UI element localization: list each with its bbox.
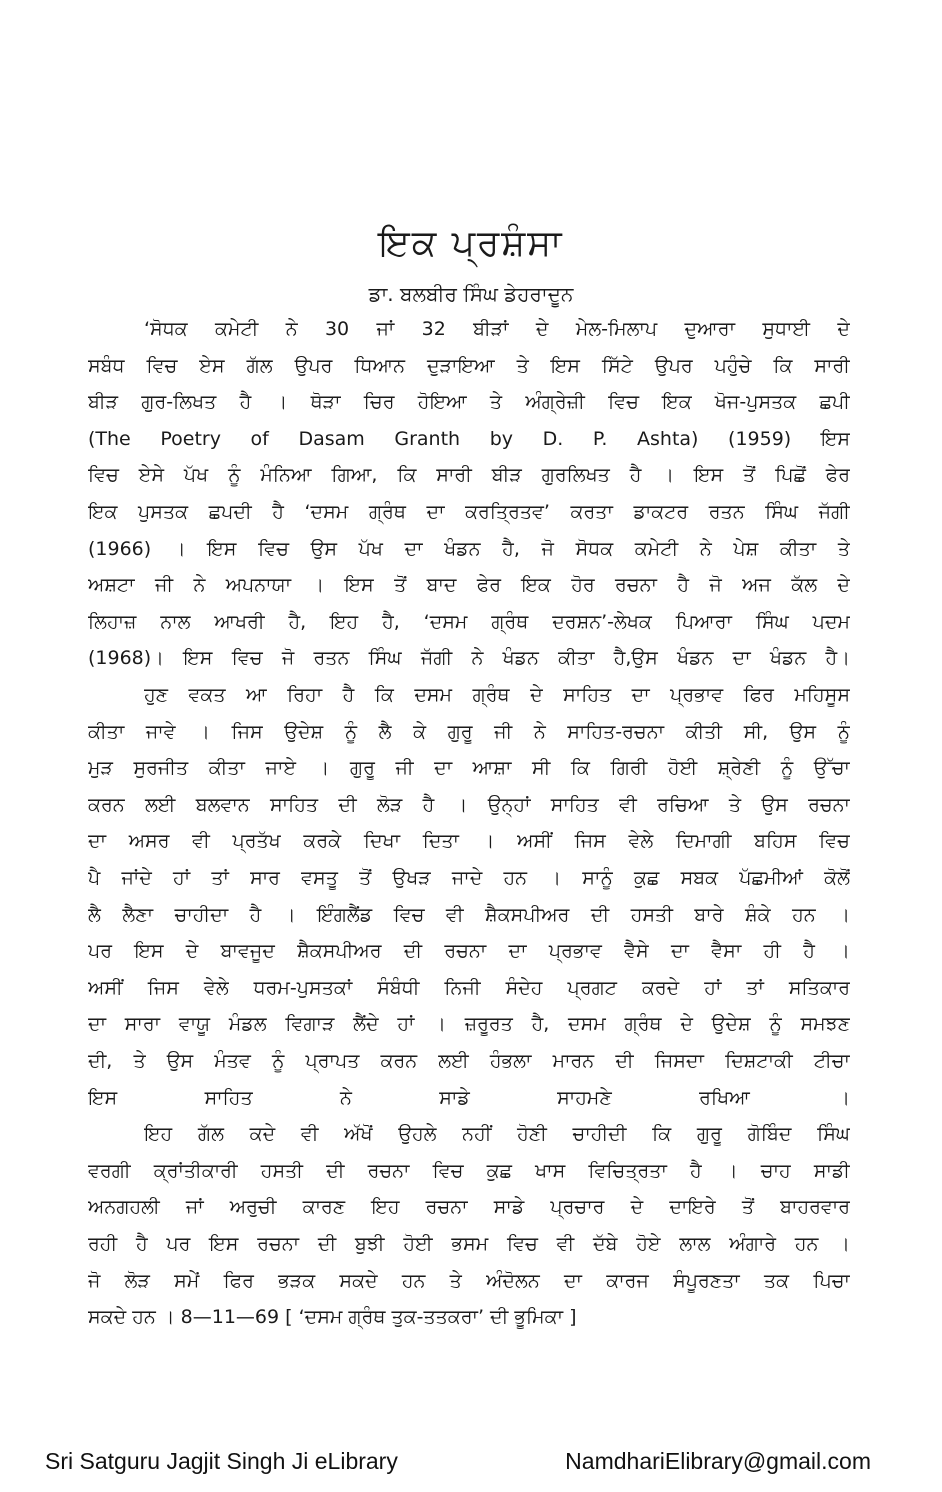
text-line: ‘ਸੋਧਕ ਕਮੇਟੀ ਨੇ 30 ਜਾਂ 32 ਬੀੜਾਂ ਦੇ ਮੇਲ-ਮਿਲਾਪ ਦੁਆਰਾ ਸੁਧਾਈ ਦੇ (144, 318, 850, 340)
text-line: ਅਸ਼ਟਾ ਜੀ ਨੇ ਅਪਨਾਯਾ । ਇਸ ਤੋਂ ਬਾਦ ਫੇਰ ਇਕ ਹੋਰ ਰਚਨਾ ਹੈ ਜੋ ਅਜ ਕੱਲ ਦੇ (88, 574, 850, 596)
text-line: ਇਕ ਪੁਸਤਕ ਛਪਦੀ ਹੈ ‘ਦਸਮ ਗ੍ਰੰਥ ਦਾ ਕਰਤ੍ਰਿਤਵ’ ਕਰਤਾ ਡਾਕਟਰ ਰਤਨ ਸਿੰਘ ਜੱਗੀ (88, 501, 850, 523)
text-line: ਸਬੰਧ ਵਿਚ ਏਸ ਗੱਲ ਉਪਰ ਧਿਆਨ ਦੁੜਾਇਆ ਤੇ ਇਸ ਸਿੱਟੇ ਉਪਰ ਪਹੁੰਚੇ ਕਿ ਸਾਰੀ (88, 355, 850, 377)
text-line: ਕਰਨ ਲਈ ਬਲਵਾਨ ਸਾਹਿਤ ਦੀ ਲੋੜ ਹੈ । ਉਨ੍ਹਾਂ ਸਾਹਿਤ ਵੀ ਰਚਿਆ ਤੇ ਉਸ ਰਚਨਾ (88, 794, 850, 816)
text-line: ਮੁੜ ਸੁਰਜੀਤ ਕੀਤਾ ਜਾਏ । ਗੁਰੂ ਜੀ ਦਾ ਆਸ਼ਾ ਸੀ ਕਿ ਗਿਰੀ ਹੋਈ ਸ਼੍ਰੇਣੀ ਨੂੰ ਉੱਚਾ (88, 757, 850, 779)
text-line: ਪਰ ਇਸ ਦੇ ਬਾਵਜੂਦ ਸ਼ੈਕਸਪੀਅਰ ਦੀ ਰਚਨਾ ਦਾ ਪ੍ਰਭਾਵ ਵੈਸੇ ਦਾ ਵੈਸਾ ਹੀ ਹੈ । (88, 940, 850, 962)
text-line: ਇਸ ਸਾਹਿਤ ਨੇ ਸਾਡੇ ਸਾਹਮਣੇ ਰਖਿਆ । (88, 1087, 850, 1109)
text-line: (1968)। ਇਸ ਵਿਚ ਜੋ ਰਤਨ ਸਿੰਘ ਜੱਗੀ ਨੇ ਖੰਡਨ ਕੀਤਾ ਹੈ,ਉਸ ਖੰਡਨ ਦਾ ਖੰਡਨ ਹੈ। (88, 647, 850, 669)
text-line: (1966) । ਇਸ ਵਿਚ ਉਸ ਪੱਖ ਦਾ ਖੰਡਨ ਹੈ, ਜੋ ਸੋਧਕ ਕਮੇਟੀ ਨੇ ਪੇਸ਼ ਕੀਤਾ ਤੇ (88, 538, 850, 560)
footer-library-name: Sri Satguru Jagjit Singh Ji eLibrary (45, 1448, 398, 1474)
text-line: ਬੀੜ ਗੁਰ-ਲਿਖਤ ਹੈ । ਥੋੜਾ ਚਿਰ ਹੋਇਆ ਤੇ ਅੰਗ੍ਰੇਜ਼ੀ ਵਿਚ ਇਕ ਖੋਜ-ਪੁਸਤਕ ਛਪੀ (88, 391, 850, 413)
text-line: ਵਿਚ ਏਸੇ ਪੱਖ ਨੂੰ ਮੰਨਿਆ ਗਿਆ, ਕਿ ਸਾਰੀ ਬੀੜ ਗੁਰਲਿਖਤ ਹੈ । ਇਸ ਤੋਂ ਪਿਛੋਂ ਫੇਰ (88, 464, 850, 486)
text-line: ਇਹ ਗੱਲ ਕਦੇ ਵੀ ਅੱਖੋਂ ਉਹਲੇ ਨਹੀਂ ਹੋਣੀ ਚਾਹੀਦੀ ਕਿ ਗੁਰੂ ਗੋਬਿੰਦ ਸਿੰਘ (144, 1123, 850, 1145)
text-line: ਅਨਗਹਲੀ ਜਾਂ ਅਰੁਚੀ ਕਾਰਣ ਇਹ ਰਚਨਾ ਸਾਡੇ ਪ੍ਰਚਾਰ ਦੇ ਦਾਇਰੇ ਤੋਂ ਬਾਹਰਵਾਰ (88, 1196, 850, 1218)
text-line: ਲਿਹਾਜ਼ ਨਾਲ ਆਖਰੀ ਹੈ, ਇਹ ਹੈ, ‘ਦਸਮ ਗ੍ਰੰਥ ਦਰਸ਼ਨ’-ਲੇਖਕ ਪਿਆਰਾ ਸਿੰਘ ਪਦਮ (88, 611, 850, 633)
text-line: ਸਕਦੇ ਹਨ । 8—11—69 [ ‘ਦਸਮ ਗ੍ਰੰਥ ਤੁਕ-ਤਤਕਰਾ’ ਦੀ ਭੂਮਿਕਾ ] (88, 1306, 577, 1328)
text-line: ਜੋ ਲੋੜ ਸਮੇਂ ਫਿਰ ਭੜਕ ਸਕਦੇ ਹਨ ਤੇ ਅੰਦੋਲਨ ਦਾ ਕਾਰਜ ਸੰਪੂਰਣਤਾ ਤਕ ਪਿਚਾ (88, 1270, 850, 1292)
text-line: ਕੀਤਾ ਜਾਵੇ । ਜਿਸ ਉਦੇਸ਼ ਨੂੰ ਲੈ ਕੇ ਗੁਰੂ ਜੀ ਨੇ ਸਾਹਿਤ-ਰਚਨਾ ਕੀਤੀ ਸੀ, ਉਸ ਨੂੰ (88, 721, 850, 743)
text-line: ਦਾ ਸਾਰਾ ਵਾਯੂ ਮੰਡਲ ਵਿਗਾੜ ਲੈਂਦੇ ਹਾਂ । ਜ਼ਰੂਰਤ ਹੈ, ਦਸਮ ਗ੍ਰੰਥ ਦੇ ਉਦੇਸ਼ ਨੂੰ ਸਮਝਣ (88, 1013, 850, 1035)
footer-email: NamdhariElibrary@gmail.com (565, 1448, 871, 1474)
text-line: ਲੈ ਲੈਣਾ ਚਾਹੀਦਾ ਹੈ । ਇੰਗਲੈਂਡ ਵਿਚ ਵੀ ਸ਼ੈਕਸਪੀਅਰ ਦੀ ਹਸਤੀ ਬਾਰੇ ਸ਼ੰਕੇ ਹਨ । (88, 904, 850, 926)
text-line: ਦੀ, ਤੇ ਉਸ ਮੰਤਵ ਨੂੰ ਪ੍ਰਾਪਤ ਕਰਨ ਲਈ ਹੰਭਲਾ ਮਾਰਨ ਦੀ ਜਿਸਦਾ ਦਿਸ਼ਟਾਕੀ ਟੀਚਾ (88, 1050, 850, 1072)
text-line: (The Poetry of Dasam Granth by D. P. Ashta) (1959) ਇਸ (88, 428, 850, 450)
text-line: ਹੁਣ ਵਕਤ ਆ ਰਿਹਾ ਹੈ ਕਿ ਦਸਮ ਗ੍ਰੰਥ ਦੇ ਸਾਹਿਤ ਦਾ ਪ੍ਰਭਾਵ ਫਿਰ ਮਹਿਸੂਸ (144, 684, 850, 706)
text-line: ਵਰਗੀ ਕ੍ਰਾਂਤੀਕਾਰੀ ਹਸਤੀ ਦੀ ਰਚਨਾ ਵਿਚ ਕੁਛ ਖਾਸ ਵਿਚਿਤ੍ਰਤਾ ਹੈ । ਚਾਹ ਸਾਡੀ (88, 1160, 850, 1182)
text-line: ਰਹੀ ਹੈ ਪਰ ਇਸ ਰਚਨਾ ਦੀ ਬੁਝੀ ਹੋਈ ਭਸਮ ਵਿਚ ਵੀ ਦੱਬੇ ਹੋਏ ਲਾਲ ਅੰਗਾਰੇ ਹਨ । (88, 1233, 850, 1255)
text-line: ਅਸੀਂ ਜਿਸ ਵੇਲੇ ਧਰਮ-ਪੁਸਤਕਾਂ ਸੰਬੰਧੀ ਨਿਜੀ ਸੰਦੇਹ ਪ੍ਰਗਟ ਕਰਦੇ ਹਾਂ ਤਾਂ ਸਤਿਕਾਰ (88, 977, 850, 999)
text-line: ਦਾ ਅਸਰ ਵੀ ਪ੍ਰਤੱਖ ਕਰਕੇ ਦਿਖਾ ਦਿਤਾ । ਅਸੀਂ ਜਿਸ ਵੇਲੇ ਦਿਮਾਗੀ ਬਹਿਸ ਵਿਚ (88, 830, 850, 852)
author-line: ਡਾ. ਬਲਬੀਰ ਸਿੰਘ ਡੇਹਰਾਦੂਨ (368, 282, 574, 306)
page-title: ਇਕ ਪ੍ਰਸ਼ੰਸਾ (378, 223, 564, 264)
text-line: ਪੈ ਜਾਂਦੇ ਹਾਂ ਤਾਂ ਸਾਰ ਵਸਤੂ ਤੋਂ ਉਖੜ ਜਾਦੇ ਹਨ । ਸਾਨੂੰ ਕੁਛ ਸਬਕ ਪੱਛਮੀਆਂ ਕੋਲੋਂ (88, 867, 850, 889)
